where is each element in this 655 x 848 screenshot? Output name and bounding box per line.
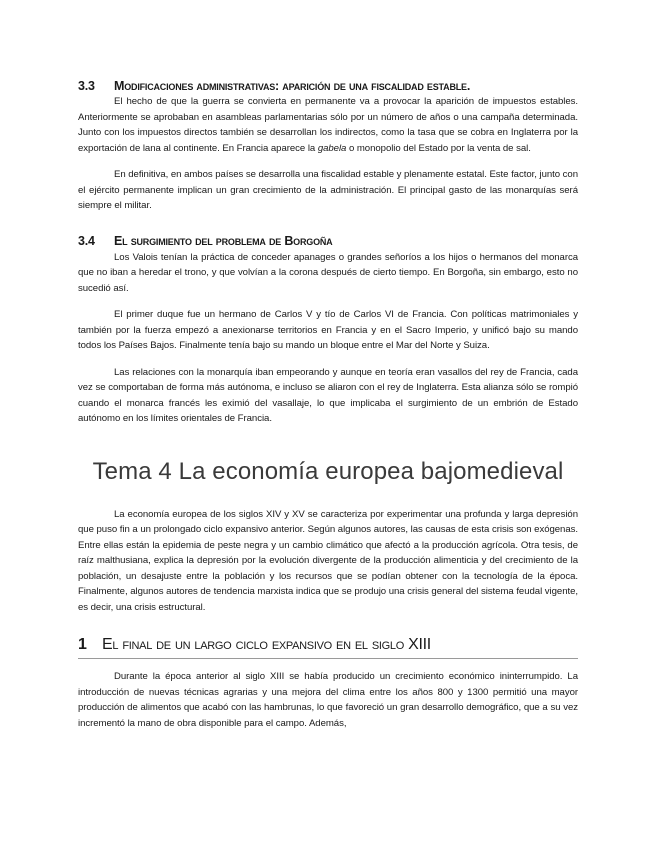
chapter-heading-1 (78, 635, 578, 659)
emphasis-gabela: gabela (317, 142, 347, 154)
paragraph: La economía europea de los siglos XIV y XV se caracteriza por experimentar una profunda y larga depresión que puso fin a un prolongado ciclo expansivo anterior. Según algunos autores, las causas de esta crisis son exógenas. Entre ellas están la epidemia de peste negra y un cambio climático que afectó a la producción agrícola. Otra tesis, de raíz malthusiana, explica la depresión por la evolución divergente de la producción alimenticia y del crecimiento de la población, un desajuste entre la población y los recursos que se podían obtener con la tecnología de la época. Finalmente, algunos autores de tendencia marxista indica que se produjo una crisis general del sistema feudal vigente, es decir, una crisis estructural. (78, 508, 578, 613)
paragraph: El primer duque fue un hermano de Carlos V y tío de Carlos VI de Francia. Con políticas matrimoniales y también por la fuerza empezó a anexionarse territorios en Francia y en el Sacro Imperio, y unificó bajo su mando todos los Países Bajos. Finalmente tenía bajo su mando un bloque entre el Mar del Norte y Suiza. (78, 309, 578, 351)
section-heading-3-4 (78, 233, 578, 249)
paragraph: Los Valois tenían la práctica de conceder apanages o grandes señoríos a los hijos o hermanos del monarca que no iban a heredar el trono, y que volvían a la corona después de cierto tiempo. En Borgoña, sin embargo, esto no sucedió así. (78, 251, 578, 294)
page-content (78, 78, 578, 731)
section-number: 3.3 (78, 79, 95, 93)
chapter-title-tema-4: Tema 4 La economía europea bajomedieval (92, 457, 564, 485)
section-title: Modificaciones administrativas: aparición de una fiscalidad estable. (114, 79, 471, 93)
paragraph: El hecho de que la guerra se convierta en permanente va a provocar la aparición de impuestos estables. Anteriormente se aprobaban en asambleas parlamentarias sólo por un número de años o una campaña determinada. Junto con los impuestos directos también se desarrollan los indirectos, como la tasa que se cobra en Inglaterra por la exportación de lana al continente. En Francia aparece la gabela o monopolio del Estado por la venta de sal. (78, 96, 578, 154)
section-number: 3.4 (78, 233, 95, 248)
paragraph: Durante la época anterior al siglo XIII se había producido un crecimiento económico ininterrumpido. La introducción de nuevas técnicas agrarias y una mejora del clima entre los años 800 y 1300 permitió una mayor producción de alimentos que acabó con las hambrunas, lo que favoreció un gran desarrollo demográfico, que a su vez incrementó la mano de obra disponible para el campo. Además, (78, 671, 578, 729)
chapter-title: El final de un largo ciclo expansivo en el siglo XIII (102, 636, 431, 653)
paragraph: En definitiva, en ambos países se desarrolla una fiscalidad estable y plenamente estatal. Este factor, junto con el ejército permanente implican un gran crecimiento de la administración. El principal gasto de las monarquías será siempre el militar. (78, 169, 578, 211)
section-heading-3-3 (78, 78, 578, 94)
paragraph: Las relaciones con la monarquía iban empeorando y aunque en teoría eran vasallos del rey de Francia, cada vez se comportaban de forma más autónoma, e incluso se aliaron con el rey de Inglaterra. Esta alianza sólo se rompió cuando el monarca francés les eximió del vasallaje, lo que implicaba el surgimiento de un embrión de Estado autónomo en los límites orientales de Francia. (78, 366, 578, 424)
chapter-number: 1 (78, 636, 87, 653)
section-title: El surgimiento del problema de Borgoña (114, 233, 333, 248)
